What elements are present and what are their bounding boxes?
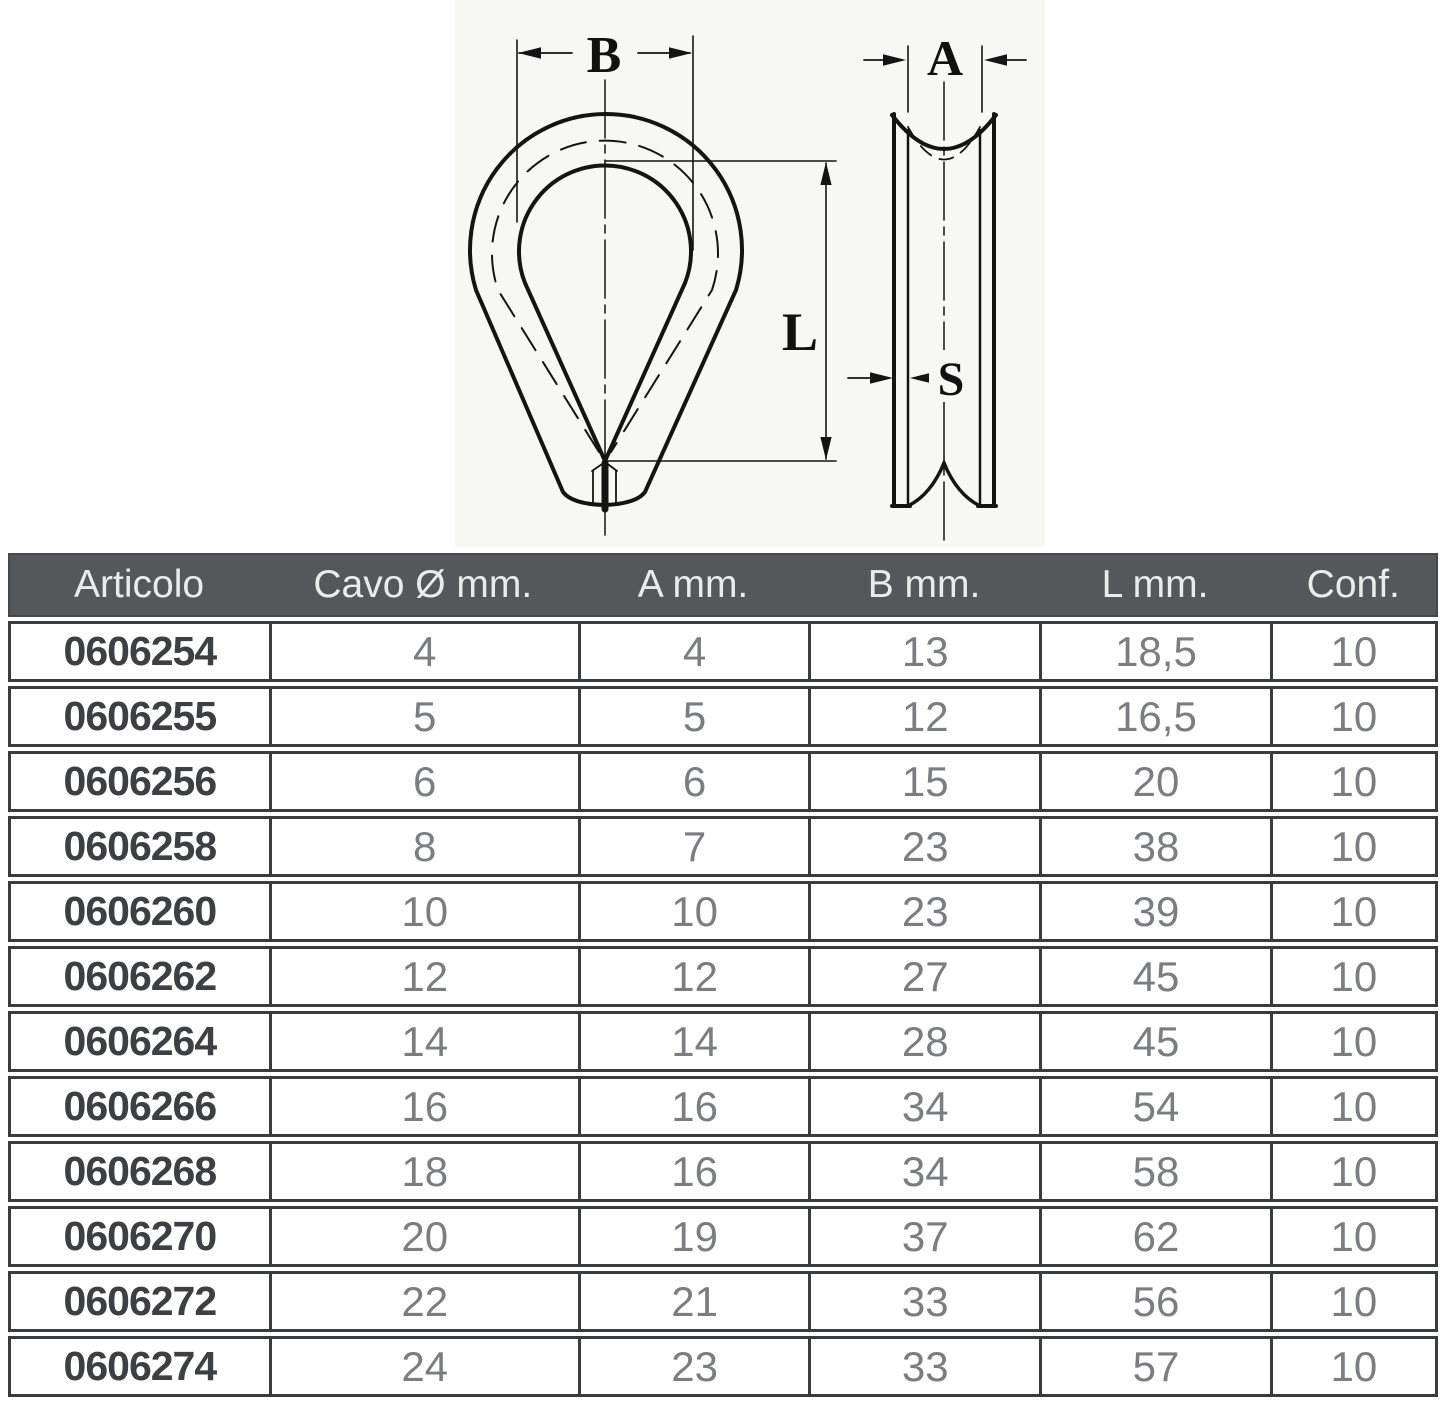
table-row: [8, 751, 1438, 812]
spec-value-cell: 4: [269, 624, 578, 679]
spec-value-cell: 21: [578, 1274, 809, 1329]
spec-value-cell: 10: [1270, 884, 1435, 939]
spec-value-cell: 10: [1270, 689, 1435, 744]
table-row: [8, 816, 1438, 877]
spec-value-cell: 4: [578, 624, 809, 679]
spec-value-cell: 10: [1270, 949, 1435, 1004]
spec-value-cell: 54: [1039, 1079, 1270, 1134]
table-row: [8, 1076, 1438, 1137]
spec-value-cell: 10: [1270, 1339, 1435, 1394]
spec-value-cell: 10: [1270, 1274, 1435, 1329]
article-code-cell: 0606268: [63, 1148, 217, 1194]
column-header-a: A mm.: [637, 563, 749, 606]
article-code-cell: 0606272: [63, 1278, 217, 1324]
spec-value-cell: 7: [578, 819, 809, 874]
table-header: [8, 553, 1438, 617]
spec-value-cell: 10: [1270, 819, 1435, 874]
table-row: [8, 686, 1438, 747]
article-code-cell: 0606258: [63, 823, 217, 869]
spec-value-cell: 16: [578, 1144, 809, 1199]
column-header-articolo: Articolo: [74, 563, 205, 606]
spec-value-cell: 18: [269, 1144, 578, 1199]
spec-value-cell: 10: [1270, 754, 1435, 809]
spec-value-cell: 23: [808, 819, 1039, 874]
spec-value-cell: 62: [1039, 1209, 1270, 1264]
column-header-conf: Conf.: [1306, 563, 1400, 606]
spec-value-cell: 12: [269, 949, 578, 1004]
spec-value-cell: 12: [808, 689, 1039, 744]
article-code-cell: 0606260: [63, 888, 217, 934]
article-code-cell: 0606255: [63, 693, 217, 739]
spec-value-cell: 10: [269, 884, 578, 939]
column-header-cavo: Cavo Ø mm.: [313, 563, 533, 606]
table-row: [8, 1206, 1438, 1267]
spec-value-cell: 14: [269, 1014, 578, 1069]
dimension-s: [848, 350, 973, 406]
spec-value-cell: 10: [1270, 624, 1435, 679]
spec-value-cell: 6: [578, 754, 809, 809]
table-row: [8, 1011, 1438, 1072]
spec-value-cell: 16: [578, 1079, 809, 1134]
spec-value-cell: 10: [1270, 1079, 1435, 1134]
spec-value-cell: 18,5: [1039, 624, 1270, 679]
spec-value-cell: 19: [578, 1209, 809, 1264]
spec-value-cell: 23: [578, 1339, 809, 1394]
spec-value-cell: 20: [1039, 754, 1270, 809]
spec-value-cell: 10: [1270, 1144, 1435, 1199]
spec-value-cell: 10: [578, 884, 809, 939]
dimension-a: [864, 30, 1026, 112]
spec-value-cell: 22: [269, 1274, 578, 1329]
spec-value-cell: 14: [578, 1014, 809, 1069]
table-row: [8, 621, 1438, 682]
dim-label-b: B: [586, 27, 622, 84]
spec-value-cell: 38: [1039, 819, 1270, 874]
article-code-cell: 0606264: [63, 1018, 217, 1064]
spec-table: [8, 553, 1438, 1397]
spec-value-cell: 6: [269, 754, 578, 809]
article-code-cell: 0606262: [63, 953, 217, 999]
article-code-cell: 0606254: [63, 628, 217, 674]
front-view: [470, 80, 742, 535]
spec-value-cell: 33: [808, 1274, 1039, 1329]
thimble-diagram: [455, 0, 1045, 547]
spec-value-cell: 13: [808, 624, 1039, 679]
spec-value-cell: 20: [269, 1209, 578, 1264]
dim-label-a: A: [926, 30, 964, 86]
column-header-b: B mm.: [867, 563, 981, 606]
spec-value-cell: 33: [808, 1339, 1039, 1394]
table-body: [8, 621, 1438, 1397]
spec-value-cell: 45: [1039, 949, 1270, 1004]
spec-value-cell: 28: [808, 1014, 1039, 1069]
table-row: [8, 1271, 1438, 1332]
spec-value-cell: 57: [1039, 1339, 1270, 1394]
column-header-l: L mm.: [1101, 563, 1209, 606]
spec-value-cell: 24: [269, 1339, 578, 1394]
spec-value-cell: 15: [808, 754, 1039, 809]
spec-value-cell: 23: [808, 884, 1039, 939]
table-row: [8, 1336, 1438, 1397]
side-view: [892, 82, 996, 545]
spec-value-cell: 39: [1039, 884, 1270, 939]
technical-drawing: [455, 0, 1045, 547]
spec-value-cell: 10: [1270, 1014, 1435, 1069]
dimension-l: [605, 161, 836, 461]
article-code-cell: 0606274: [63, 1343, 217, 1389]
article-code-cell: 0606270: [63, 1213, 217, 1259]
table-row: [8, 946, 1438, 1007]
spec-value-cell: 12: [578, 949, 809, 1004]
spec-value-cell: 8: [269, 819, 578, 874]
spec-value-cell: 16: [269, 1079, 578, 1134]
spec-value-cell: 5: [269, 689, 578, 744]
spec-value-cell: 34: [808, 1144, 1039, 1199]
article-code-cell: 0606266: [63, 1083, 217, 1129]
spec-value-cell: 58: [1039, 1144, 1270, 1199]
spec-value-cell: 16,5: [1039, 689, 1270, 744]
spec-value-cell: 34: [808, 1079, 1039, 1134]
table-row: [8, 881, 1438, 942]
spec-value-cell: 10: [1270, 1209, 1435, 1264]
spec-value-cell: 56: [1039, 1274, 1270, 1329]
table-row: [8, 1141, 1438, 1202]
spec-value-cell: 27: [808, 949, 1039, 1004]
spec-value-cell: 37: [808, 1209, 1039, 1264]
article-code-cell: 0606256: [63, 758, 217, 804]
spec-value-cell: 45: [1039, 1014, 1270, 1069]
spec-value-cell: 5: [578, 689, 809, 744]
dim-label-l: L: [781, 302, 818, 362]
dim-label-s: S: [937, 353, 965, 406]
